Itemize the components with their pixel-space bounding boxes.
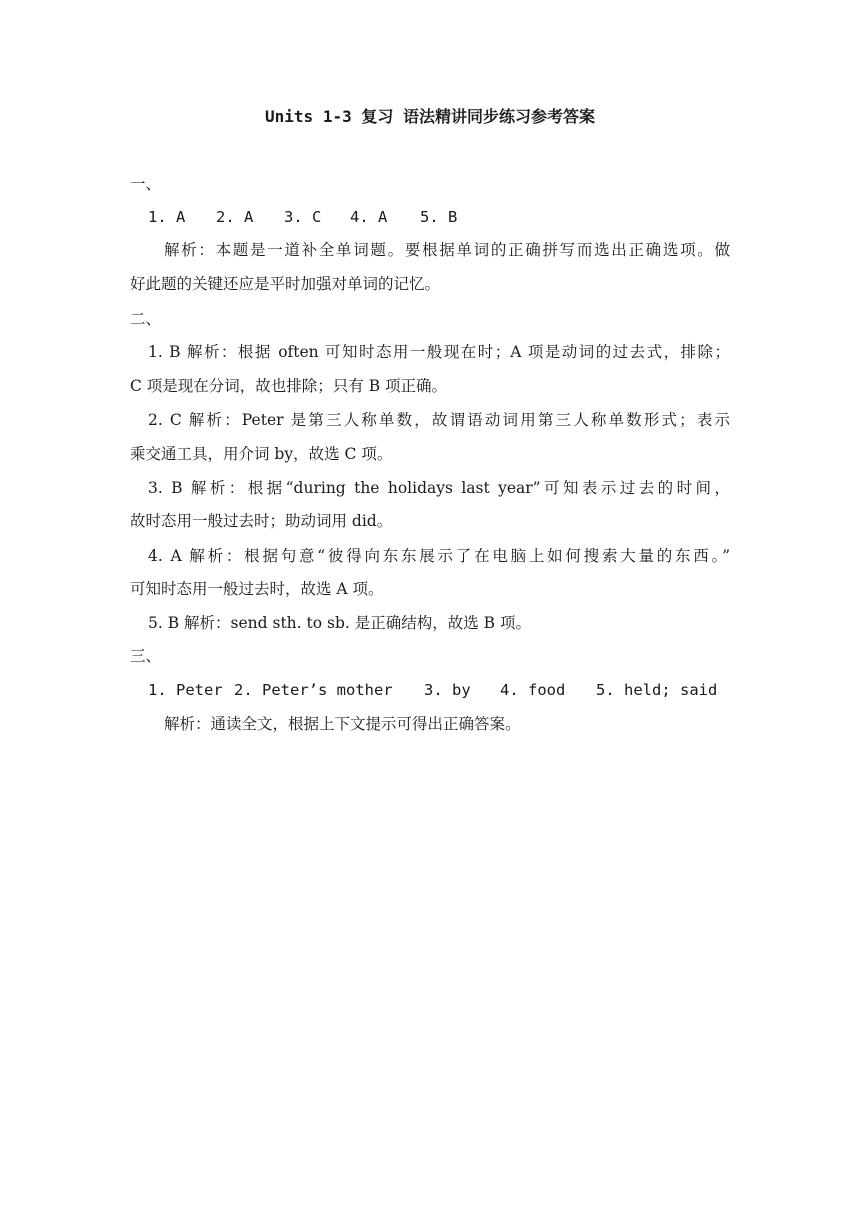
answer-1: 1. A	[148, 208, 186, 226]
answer-3: 3. by	[424, 681, 471, 699]
section-1-heading: 一、	[130, 175, 162, 193]
section-2-heading: 二、	[130, 310, 162, 328]
answer-4: 4. A	[350, 208, 388, 226]
section-3-heading: 三、	[130, 647, 162, 665]
section-2-item-1-line-1: 1. B 解析：根据 often 可知时态用一般现在时；A 项是动词的过去式，排除；	[148, 343, 730, 361]
answer-3: 3. C	[284, 208, 322, 226]
section-3-answers	[148, 680, 748, 700]
section-2-item-3-line-2: 故时态用一般过去时；助动词用 did。	[130, 512, 393, 530]
section-3-analysis: 解析：通读全文，根据上下文提示可得出正确答案。	[164, 715, 521, 733]
answer-5: 5. B	[420, 208, 458, 226]
section-1-answers	[148, 207, 748, 227]
section-1-analysis-line-2: 好此题的关键还应是平时加强对单词的记忆。	[130, 275, 441, 293]
section-2-item-3-line-1: 3. B 解析：根据“during the holidays last year”可知表示过去的时间，	[148, 479, 730, 497]
answer-2: 2. A	[216, 208, 254, 226]
answer-5: 5. held; said	[596, 681, 718, 699]
section-2-item-2-line-1: 2. C 解析：Peter 是第三人称单数，故谓语动词用第三人称单数形式；表示	[148, 411, 730, 429]
section-1-analysis-line-1: 解析：本题是一道补全单词题。要根据单词的正确拼写而选出正确选项。做	[164, 241, 730, 259]
section-2-item-4-line-2: 可知时态用一般过去时，故选 A 项。	[130, 580, 384, 598]
page-title: Units 1-3 复习 语法精讲同步练习参考答案	[265, 107, 595, 126]
answer-2: 2. Peter’s mother	[234, 681, 393, 699]
section-2-item-4-line-1: 4. A 解析：根据句意“彼得向东东展示了在电脑上如何搜索大量的东西。”	[148, 547, 730, 565]
section-2-item-1-line-2: C 项是现在分词，故也排除；只有 B 项正确。	[130, 377, 448, 395]
answer-1: 1. Peter	[148, 681, 223, 699]
section-2-item-5-line-1: 5. B 解析：send sth. to sb. 是正确结构，故选 B 项。	[148, 614, 531, 632]
answer-4: 4. food	[500, 681, 566, 699]
section-2-item-2-line-2: 乘交通工具，用介词 by，故选 C 项。	[130, 445, 393, 463]
